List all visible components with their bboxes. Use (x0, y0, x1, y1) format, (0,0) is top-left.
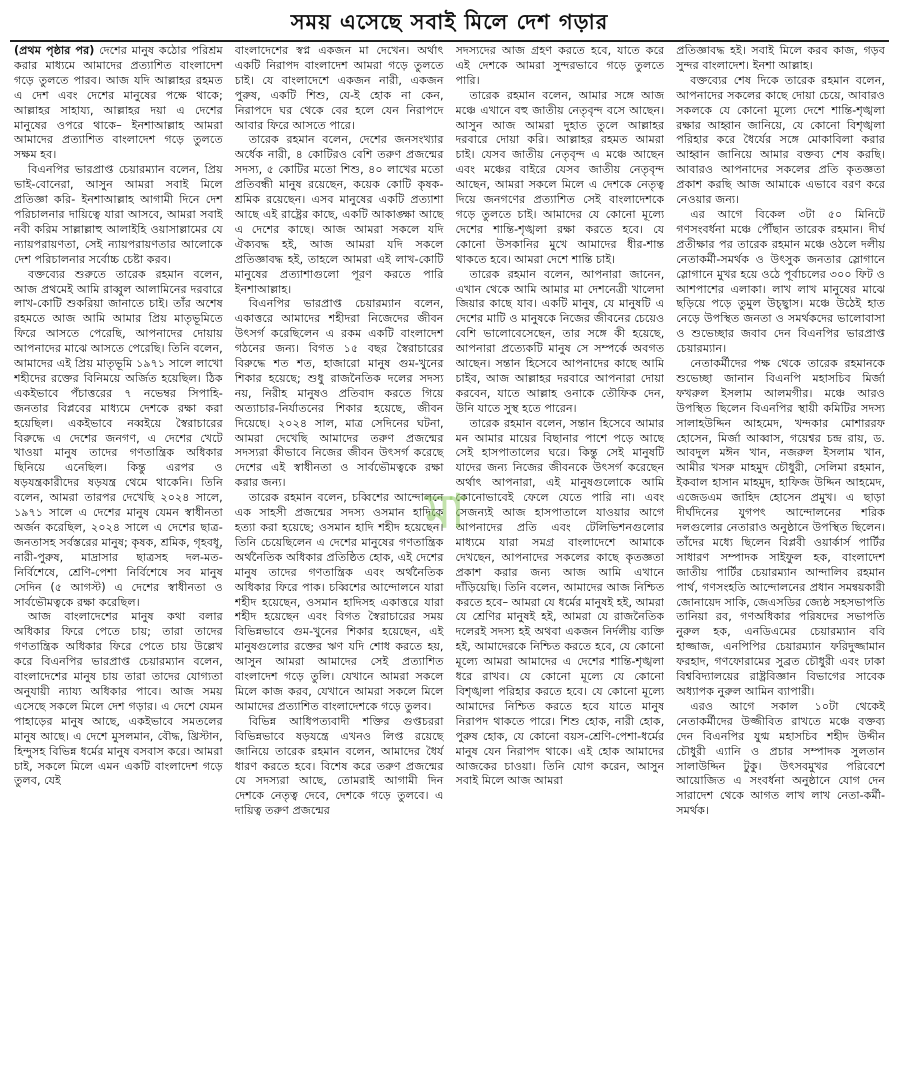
article-body (14, 44, 885, 1084)
paragraph: বিএনপির ভারপ্রাপ্ত চেয়ারম্যান বলেন, একাত্তরে আমাদের শহীদরা নিজেদের জীবন উৎসর্গ করেছিলেন এ রকম একটি বাংলাদেশ গঠনের জন্য। বিগত ১৫ বছর স্বৈরাচারের বিরুদ্ধে শত শত, হাজারো মানুষ গুম-খুনের শিকার হয়েছে; শুধু রাজনৈতিক দলের সদস্য নয়, নিরীহ মানুষও প্রতিবাদ করতে গিয়ে অত্যাচার-নির্যাতনের শিকার হয়েছে, জীবন দিয়েছে। ২০২৪ সাল, মাত্র সেদিনের ঘটনা, আমরা দেখেছি আমাদের তরুণ প্রজন্মের সদস্যরা কীভাবে নিজের জীবন উৎসর্গ করেছে দেশের এই স্বাধীনতা ও সার্বভৌমত্বকে রক্ষা করার জন্য। (234, 297, 444, 490)
column-1 (14, 44, 223, 1084)
paragraph: তারেক রহমান বলেন, আপনারা জানেন, এখান থেকে আমি আমার মা দেশনেত্রী খালেদা জিয়ার কাছে যাব। একটি মানুষ, যে মানুষটি এ দেশের মাটি ও মানুষকে নিজের জীবনের চেয়েও বেশি ভালোবেসেছেন, তার সঙ্গে কী হয়েছে, আপনারা প্রত্যেকটি মানুষ সে সম্পর্কে অবগত আছেন। সন্তান হিসেবে আপনাদের কাছে আমি চাইব, আজ আল্লাহর দরবারে আপনারা দোয়া করবেন, যাতে আল্লাহ ওনাকে তৌফিক দেন, উনি যাতে সুস্থ হতে পারেন। (455, 267, 665, 415)
paragraph: সদস্যদের আজ গ্রহণ করতে হবে, যাতে করে এই দেশকে আমরা সুন্দরভাবে গড়ে তুলতে পারি। (455, 44, 665, 87)
watermark-logo: মা (425, 484, 465, 538)
paragraph: এরও আগে সকাল ১০টা থেকেই নেতাকর্মীদের উজ্জীবিত রাখতে মঞ্চে বক্তব্য দেন বিএনপির যুগ্ম মহাসচিব শহীদ উদ্দীন চৌধুরী এ্যানি ও প্রচার সম্পাদক সুলতান সালাউদ্দিন টুকু। উৎসবমুখর পরিবেশে আয়োজিত এ সংবর্ধনা অনুষ্ঠানে যোগ দেন সারাদেশ থেকে আগত লাখ লাখ নেতা-কর্মী-সমর্থক। (676, 699, 885, 818)
paragraph: তারেক রহমান বলেন, সন্তান হিসেবে আমার মন আমার মায়ের বিছানার পাশে পড়ে আছে সেই হাসপাতালের ঘরে। কিন্তু সেই মানুষটি যাদের জন্য নিজের জীবনকে উৎসর্গ করেছেন অর্থাৎ আপনারা, এই মানুষগুলোকে আমি কোনোভাবেই ফেলে যেতে পারি না। এবং সেজন্যই আজ হাসপাতালে যাওয়ার আগে আপনাদের প্রতি এবং টেলিভিশনগুলোর মাধ্যমে যারা সমগ্র বাংলাদেশে আমাকে দেখছেন, আপনাদের সকলের কাছে কৃতজ্ঞতা প্রকাশ করার জন্য আজ আমি এখানে দাঁড়িয়েছি। তিনি বলেন, আমাদের আজ নিশ্চিত করতে হবে– আমরা যে ধর্মের মানুষই হই, আমরা যে শ্রেণির মানুষই হই, আমরা যে রাজনৈতিক দলেরই সদস্য হই অথবা একজন নির্দলীয় ব্যক্তি হই, আমাদেরকে নিশ্চিত করতে হবে, যে কোনো মূল্যে আমরা আমাদের এ দেশের শান্তি-শৃঙ্খলা ধরে রাখব। যে কোনো মূল্যে যে কোনো বিশৃঙ্খলা পরিহার করতে হবে। যে কোনো মূল্যে আমাদের নিশ্চিত করতে হবে যাতে মানুষ নিরাপদ থাকতে পারে। শিশু হোক, নারী হোক, পুরুষ হোক, যে কোনো বয়স-শ্রেণি-পেশা-ধর্মের মানুষ যেন নিরাপদ থাকে। এই হোক আমাদের আজকের চাওয়া। তিনি যোগ করেন, আসুন সবাই মিলে আজ আমরা (455, 416, 665, 788)
paragraph: বিএনপির ভারপ্রাপ্ত চেয়ারম্যান বলেন, প্রিয় ভাই-বোনেরা, আসুন আমরা সবাই মিলে প্রতিজ্ঞা করি- ইনশাআল্লাহ আগামী দিনে দেশ পরিচালনার দায়িত্বে যারা আসবে, আমরা সবাই নবী করিম সাল্লাল্লাহু আলাইহি ওয়াসাল্লামের যে ন্যায়পরায়ণতা, সেই ন্যায়পরায়ণতার আলোকে দেশ পরিচালনার সর্বোচ্চ চেষ্টা করব। (14, 163, 223, 266)
paragraph: আজ বাংলাদেশের মানুষ কথা বলার অধিকার ফিরে পেতে চায়; তারা তাদের গণতান্ত্রিক অধিকার ফিরে পেতে চায় উল্লেখ করে বিএনপির ভারপ্রাপ্ত চেয়ারম্যান বলেন, বাংলাদেশের মানুষ চায় তারা তাদের যোগ্যতা অনুযায়ী ন্যায্য অধিকার পাবে। আজ সময় এসেছে সকলে মিলে দেশ গড়ার। এ দেশে যেমন পাহাড়ের মানুষ আছে, একইভাবে সমতলের মানুষ আছে। এ দেশে মুসলমান, বৌদ্ধ, খ্রিস্টান, হিন্দুসহ বিভিন্ন ধর্মের মানুষ বসবাস করে। আমরা চাই, সকলে মিলে এমন একটি বাংলাদেশ গড়ে তুলব, যেই (14, 610, 223, 788)
paragraph-text: দেশের মানুষ কঠোর পরিশ্রম করার মাধ্যমে আমাদের প্রত্যাশিত বাংলাদেশ গড়ে তুলতে পারব। আজ যদি আল্লাহর রহমত এ দেশ এবং দেশের মানুষের পক্ষে থাকে; আল্লাহর সাহায্য, আল্লাহর দয়া এ দেশের মানুষের ওপরে থাকে– ইনশাআল্লাহ আমরা আমাদের প্রত্যাশিত বাংলাদেশ গড়ে তুলতে সক্ষম হব। (14, 44, 223, 162)
continuation-label: (প্রথম পৃষ্ঠার পর) (14, 44, 95, 57)
paragraph: তারেক রহমান বলেন, চব্বিশের আন্দোলনে এক সাহসী প্রজন্মের সদস্য ওসমান হাদিকে হত্যা করা হয়েছে; ওসমান হাদি শহীদ হয়েছেন। তিনি চেয়েছিলেন এ দেশের মানুষের গণতান্ত্রিক অর্থনৈতিক অধিকার প্রতিষ্ঠিত হোক, এই দেশের মানুষ তাদের গণতান্ত্রিক এবং অর্থনৈতিক অধিকার ফিরে পাক। চব্বিশের আন্দোলনে যারা শহীদ হয়েছেন, ওসমান হাদিসহ একাত্তরে যারা শহীদ হয়েছেন এবং বিগত স্বৈরাচারের সময় বিভিন্নভাবে গুম-খুনের শিকার হয়েছেন, এই মানুষগুলোর রক্তের ঋণ যদি শোধ করতে হয়, আসুন আমরা আমাদের সেই প্রত্যাশিত বাংলাদেশ গড়ে তুলি। যেখানে আমরা সকলে মিলে কাজ করব, যেখানে আমরা সকলে মিলে আমাদের প্রত্যাশিত বাংলাদেশকে গড়ে তুলব। (234, 491, 444, 713)
column-3 (456, 44, 665, 1084)
paragraph: নেতাকর্মীদের পক্ষ থেকে তারেক রহমানকে শুভেচ্ছা জানান বিএনপি মহাসচিব মির্জা ফখরুল ইসলাম আলমগীর। মঞ্চে আরও উপস্থিত ছিলেন বিএনপির স্থায়ী কমিটির সদস্য সালাহউদ্দিন আহমেদ, খন্দকার মোশাররফ হোসেন, মির্জা আব্বাস, গয়েশ্বর চন্দ্র রায়, ড. আবদুল মঈন খান, নজরুল ইসলাম খান, আমীর খসরু মাহমুদ চৌধুরী, সেলিমা রহমান, ইকবাল হাসান মাহমুদ, হাফিজ উদ্দিন আহমেদ, এজেডএম জাহিদ হোসেন প্রমুখ। এ ছাড়া দীর্ঘদিনের যুগপৎ আন্দোলনের শরিক দলগুলোর নেতারাও অনুষ্ঠানে উপস্থিত ছিলেন। তাঁদের মধ্যে ছিলেন বিপ্লবী ওয়ার্কার্স পার্টির সাধারণ সম্পাদক সাইফুল হক, বাংলাদেশ জাতীয় পার্টির চেয়ারম্যান আন্দালিব রহমান পার্থ, গণসংহতি আন্দোলনের প্রধান সমন্বয়কারী জোনায়েদ সাকি, জেএসডির জ্যেষ্ঠ সহসভাপতি তানিয়া রব, গণঅধিকার পরিষদের সভাপতি নুরুল হক, এনডিএমের চেয়ারম্যান ববি হাজ্জাজ, এনপিপির চেয়ারম্যান ফরিদুজ্জামান ফরহাদ, গণফোরামের সুব্রত চৌধুরী এবং ঢাকা বিশ্ববিদ্যালয়ের রাষ্ট্রবিজ্ঞান বিভাগের সাবেক অধ্যাপক নুরুল আমিন ব্যাপারী। (676, 357, 885, 698)
paragraph: প্রতিজ্ঞাবদ্ধ হই। সবাই মিলে করব কাজ, গড়ব সুন্দর বাংলাদেশ। ইনশা আল্লাহ। (676, 44, 885, 72)
headline: সময় এসেছে সবাই মিলে দেশ গড়ার (290, 8, 609, 34)
paragraph: বক্তব্যের শেষ দিকে তারেক রহমান বলেন, আপনাদের সকলের কাছে দোয়া চেয়ে, আবারও সকলকে যে কোনো মূল্যে দেশে শান্তি-শৃঙ্খলা রক্ষার আহ্বান জানিয়ে, যে কোনো বিশৃঙ্খলা পরিহার করে ধৈর্যের সঙ্গে মোকাবিলা করার আহ্বান জানিয়ে আমার বক্তব্য শেষ করছি। আবারও আপনাদের সকলের প্রতি কৃতজ্ঞতা প্রকাশ করছি আজ আমাকে এভাবে বরণ করে নেওয়ার জন্য। (676, 73, 885, 207)
headline-bar (10, 6, 889, 42)
column-2 (235, 44, 444, 1084)
paragraph: তারেক রহমান বলেন, আমার সঙ্গে আজ মঞ্চে এখানে বহু জাতীয় নেতৃবৃন্দ বসে আছেন। আসুন আজ আমরা দুহাত তুলে আল্লাহর দরবারে দোয়া করি। আল্লাহর রহমত আমরা চাই। যেসব জাতীয় নেতৃবৃন্দ এ মঞ্চে আছেন এবং মঞ্চের বাইরে যেসব জাতীয় নেতৃবৃন্দ আছেন, আমরা সকলে মিলে এ দেশকে নেতৃত্ব দিয়ে জনগণের প্রত্যাশিত সেই বাংলাদেশকে গড়ে তুলতে চাই। আমাদের যে কোনো মূল্যে দেশের শান্তি-শৃঙ্খলা রক্ষা করতে হবে। যে কোনো উসকানির মুখে আমাদের ধীর-শান্ত থাকতে হবে। আমরা দেশে শান্তি চাই। (455, 88, 665, 266)
paragraph (14, 44, 223, 163)
paragraph: বিভিন্ন আধিপত্যবাদী শক্তির গুপ্তচররা বিভিন্নভাবে ষড়যন্ত্রে এখনও লিপ্ত রয়েছে জানিয়ে তারেক রহমান বলেন, আমাদের ধৈর্য ধারণ করতে হবে। বিশেষ করে তরুণ প্রজন্মের যে সদস্যরা আছে, তোমরাই আগামী দিন দেশকে নেতৃত্ব দেবে, দেশকে গড়ে তুলবে। এ দায়িত্ব তরুণ প্রজন্মের (234, 714, 444, 818)
paragraph: বাংলাদেশের স্বপ্ন একজন মা দেখেন। অর্থাৎ একটি নিরাপদ বাংলাদেশ আমরা গড়ে তুলতে চাই। যে বাংলাদেশে একজন নারী, একজন পুরুষ, একটি শিশু, যে-ই হোক না কেন, নিরাপদে ঘর থেকে বের হলে যেন নিরাপদে আবার ফিরে আসতে পারে। (234, 44, 444, 132)
paragraph: বক্তব্যের শুরুতে তারেক রহমান বলেন, আজ প্রথমেই আমি রাব্বুল আলামিনের দরবারে লাখ-কোটি শুকরিয়া জানাতে চাই। তাঁর অশেষ রহমতে আজ আমি আমার প্রিয় মাতৃভূমিতে ফিরে আসতে পেরেছি, আপনাদের দোয়ায় আপনাদের মাঝে আসতে পেরেছি। তিনি বলেন, আমাদের এই প্রিয় মাতৃভূমি ১৯৭১ সালে লাখো শহীদের রক্তের বিনিময়ে অর্জিত হয়েছিল। ঠিক একইভাবে পঁচাত্তরের ৭ নভেম্বর সিপাহি-জনতার বিপ্লবের মাধ্যমে দেশকে রক্ষা করা হয়েছিল। একইভাবে নব্বইয়ে স্বৈরাচারের বিরুদ্ধে এ দেশের জনগণ, এ দেশের খেটে খাওয়া মানুষ তাদের গণতান্ত্রিক অধিকার ছিনিয়ে এনেছিল। কিন্তু এরপর ও ষড়যন্ত্রকারীদের ষড়যন্ত্র থেমে থাকেনি। তিনি বলেন, আমরা তারপর দেখেছি ২০২৪ সালে, ১৯৭১ সালে এ দেশের মানুষ যেমন স্বাধীনতা অর্জন করেছিল, ২০২৪ সালে এ দেশের ছাত্র-জনতাসহ সর্বস্তরের মানুষ; কৃষক, শ্রমিক, গৃহবধূ, নারী-পুরুষ, মাদ্রাসার ছাত্রসহ দল-মত-নির্বিশেষে, শ্রেণি-পেশা নির্বিশেষে সব মানুষ সেদিন (৫ আগস্ট) এ দেশের স্বাধীনতা ও সার্বভৌমত্বকে রক্ষা করেছিল। (14, 267, 223, 609)
column-4 (676, 44, 885, 1084)
paragraph: তারেক রহমান বলেন, দেশের জনসংখ্যার অর্ধেক নারী, ৪ কোটিরও বেশি তরুণ প্রজন্মের সদস্য, ৫ কোটির মতো শিশু, ৪০ লাখের মতো প্রতিবন্ধী মানুষ রয়েছেন, কয়েক কোটি কৃষক-শ্রমিক রয়েছেন। এসব মানুষের একটি প্রত্যাশা আছে এই রাষ্ট্রের কাছে, একটি আকাঙ্ক্ষা আছে এ দেশের কাছে। আজ আমরা সকলে যদি ঐক্যবদ্ধ হই, আজ আমরা যদি সকলে প্রতিজ্ঞাবদ্ধ হই, তাহলে আমরা এই লাখ-কোটি মানুষের প্রত্যাশাগুলো পূরণ করতে পারি ইনশাআল্লাহ। (234, 133, 444, 296)
paragraph: এর আগে বিকেল ৩টা ৫০ মিনিটে গণসংবর্ধনা মঞ্চে পৌঁছান তারেক রহমান। দীর্ঘ প্রতীক্ষার পর তারেক রহমান মঞ্চে ওঠলে দলীয় নেতাকর্মী-সমর্থক ও উৎসুক জনতার স্লোগানে স্লোগানে মুখর হয়ে ওঠে পূর্বাচলের ৩০০ ফিট ও আশপাশের এলাকা। লাখ লাখ মানুষের মাঝে ছড়িয়ে পড়ে তুমুল উচ্ছ্বাস। মঞ্চে উঠেই হাত নেড়ে উপস্থিত জনতা ও সমর্থকদের ভালোবাসা ও শুভেচ্ছার জবাব দেন বিএনপির ভারপ্রাপ্ত চেয়ারম্যান। (676, 207, 885, 356)
